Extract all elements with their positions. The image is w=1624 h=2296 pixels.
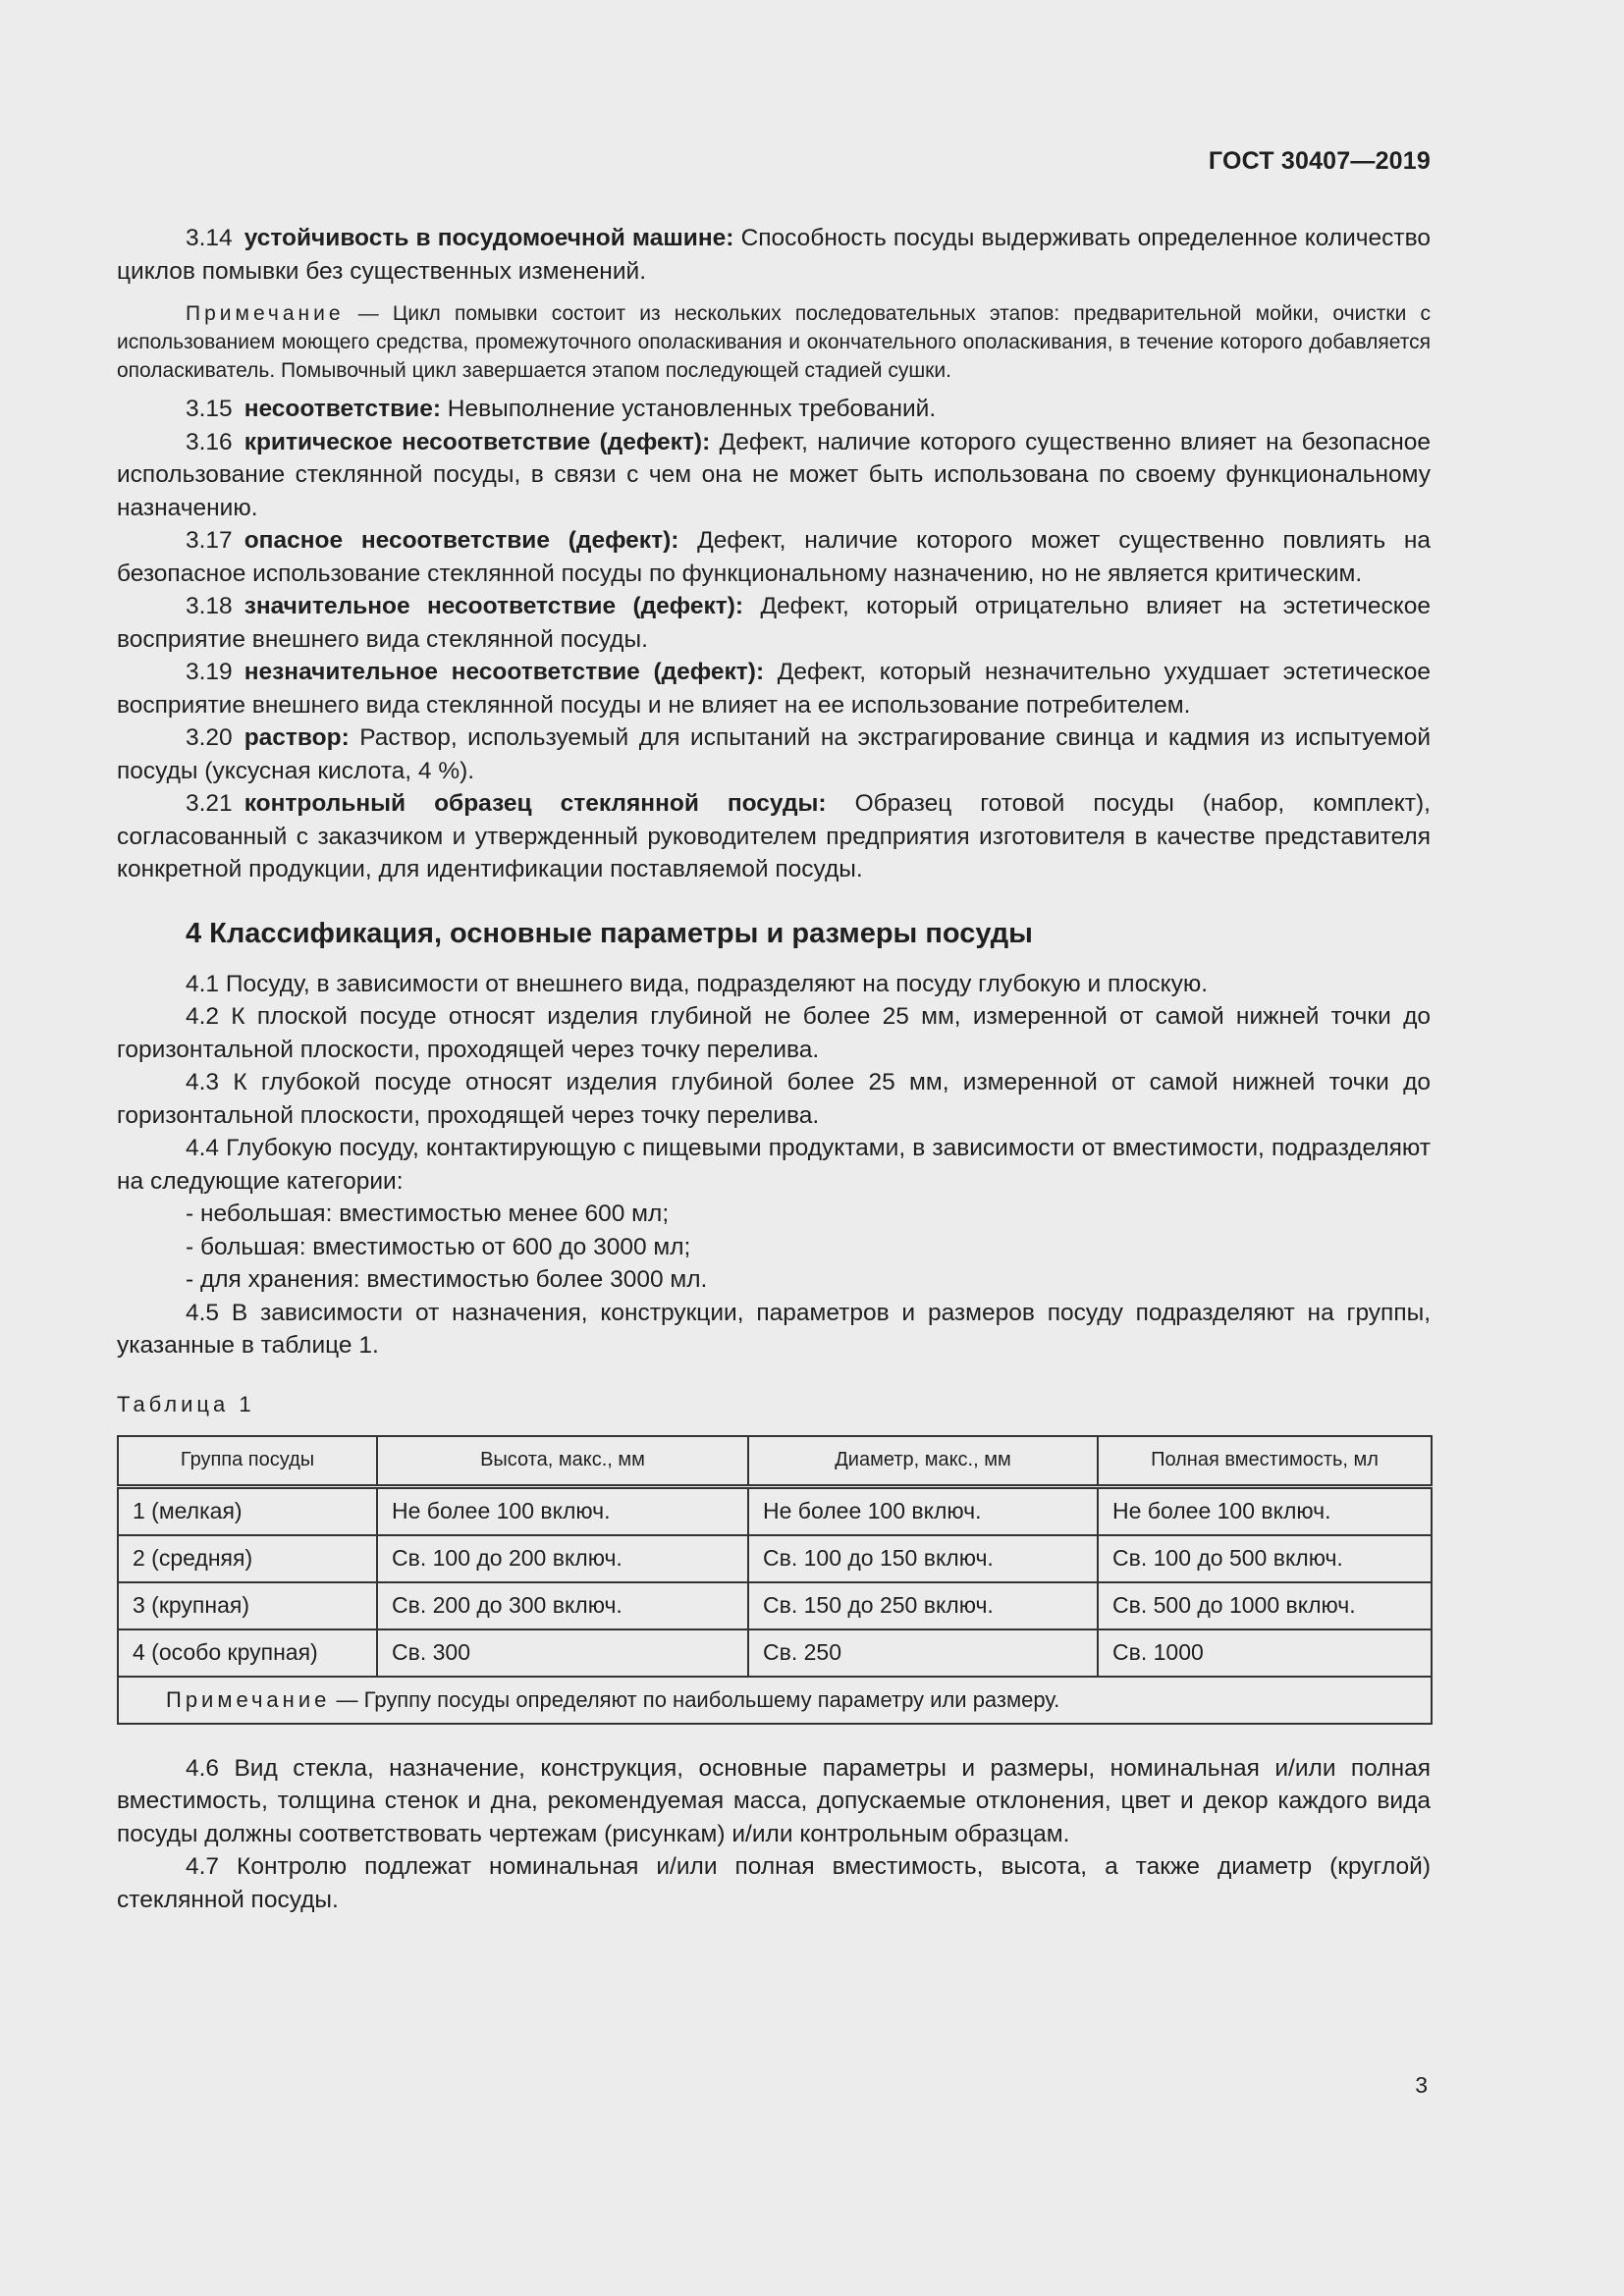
- table-1: [117, 1435, 1433, 1725]
- header-capacity: Полная вместимость, мл: [1098, 1436, 1432, 1487]
- term-3-21: 3.21 контрольный образец стеклянной посуды: Образец готовой посуды (набор, комплект), согласованный с заказчиком и утвержденный руководителем предприятия изготовителя в качестве представителя конкретной продукции, для идентификации поставляемой посуды.: [117, 790, 1431, 882]
- paragraph-4-7: 4.7 Контролю подлежат номинальная и/или полная вместимость, высота, а также диаметр (круглой) стеклянной посуды.: [117, 1853, 1431, 1913]
- paragraph-4-2: 4.2 К плоской посуде относят изделия глубиной не более 25 мм, измеренной от самой нижней точки до горизонтальной плоскости, проходящей через точку перелива.: [117, 1003, 1431, 1063]
- header-diameter: Диаметр, макс., мм: [748, 1436, 1098, 1487]
- table-caption: Таблица 1: [117, 1391, 255, 1416]
- paragraph-4-1: 4.1 Посуду, в зависимости от внешнего вида, подразделяют на посуду глубокую и плоскую.: [186, 970, 1209, 997]
- table-row: [118, 1535, 1432, 1582]
- table-cell: Не более 100 включ.: [748, 1486, 1098, 1535]
- term-3-19: 3.19 незначительное несоответствие (дефект): Дефект, который незначительно ухудшает эстетическое восприятие внешнего вида стеклянной посуды и не влияет на ее использование потребителем.: [117, 659, 1431, 719]
- paragraph-4-5: 4.5 В зависимости от назначения, конструкции, параметров и размеров посуду подразделяют на группы, указанные в таблице 1.: [117, 1299, 1431, 1359]
- table-row: [118, 1582, 1432, 1629]
- table-cell: Св. 500 до 1000 включ.: [1098, 1582, 1432, 1629]
- table-cell: Св. 250: [748, 1629, 1098, 1677]
- table-cell: Св. 300: [377, 1629, 748, 1677]
- table-note: Примечание — Группу посуды определяют по наибольшему параметру или размеру.: [118, 1677, 1432, 1724]
- header-group: Группа посуды: [118, 1436, 377, 1487]
- table-cell: 1 (мелкая): [118, 1486, 377, 1535]
- term-3-17: 3.17 опасное несоответствие (дефект): Дефект, наличие которого может существенно повлиять на безопасное использование стеклянной посуды по функциональному назначению, но не является критическим.: [117, 527, 1431, 587]
- table-cell: Св. 150 до 250 включ.: [748, 1582, 1098, 1629]
- term-3-18: 3.18 значительное несоответствие (дефект): Дефект, который отрицательно влияет на эстетическое восприятие внешнего вида стеклянной посуды.: [117, 593, 1431, 653]
- term-3-15: 3.15 несоответствие: Невыполнение установленных требований.: [186, 396, 937, 422]
- document-id-header: ГОСТ 30407—2019: [1208, 147, 1431, 175]
- table-cell: Св. 1000: [1098, 1629, 1432, 1677]
- list-item-small: - небольшая: вместимостью менее 600 мл;: [186, 1201, 670, 1227]
- header-height: Высота, макс., мм: [377, 1436, 748, 1487]
- table-note-row: [118, 1677, 1432, 1724]
- paragraph-4-4: 4.4 Глубокую посуду, контактирующую с пищевыми продуктами, в зависимости от вместимости, подразделяют на следующие категории:: [117, 1135, 1431, 1195]
- table-cell: 3 (крупная): [118, 1582, 377, 1629]
- table-cell: Св. 100 до 500 включ.: [1098, 1535, 1432, 1582]
- table-cell: 2 (средняя): [118, 1535, 377, 1582]
- list-item-storage: - для хранения: вместимостью более 3000 мл.: [186, 1266, 708, 1293]
- paragraph-4-6: 4.6 Вид стекла, назначение, конструкция, основные параметры и размеры, номинальная и/или полная вместимость, толщина стенок и дна, рекомендуемая масса, допускаемые отклонения, цвет и декор каждого вида посуды должны соответствовать чертежам (рисункам) и/или контрольным образцам.: [117, 1754, 1431, 1847]
- term-3-20: 3.20 раствор: Раствор, используемый для испытаний на экстрагирование свинца и кадмия из испытуемой посуды (уксусная кислота, 4 %).: [117, 724, 1431, 784]
- section-4-title: 4 Классификация, основные параметры и размеры посуды: [186, 917, 1033, 949]
- page-number: 3: [1415, 2072, 1428, 2098]
- table-row: [118, 1486, 1432, 1535]
- table-cell: Св. 200 до 300 включ.: [377, 1582, 748, 1629]
- table-cell: Не более 100 включ.: [377, 1486, 748, 1535]
- table-cell: Не более 100 включ.: [1098, 1486, 1432, 1535]
- table-cell: Св. 100 до 200 включ.: [377, 1535, 748, 1582]
- list-item-large: - большая: вместимостью от 600 до 3000 мл;: [186, 1233, 691, 1260]
- table-row: [118, 1629, 1432, 1677]
- table-header-row: [118, 1436, 1432, 1487]
- table-cell: 4 (особо крупная): [118, 1629, 377, 1677]
- page-content: [117, 222, 1431, 1916]
- term-3-14: 3.14 устойчивость в посудомоечной машине: Способность посуды выдерживать определенное количество циклов помывки без существенных изменений.: [117, 225, 1432, 285]
- note-3-14: Примечание — Цикл помывки состоит из нескольких последовательных этапов: предварительной мойки, очистки с использованием моющего средства, промежуточного ополаскивания и окончательного ополаскивания, в течение которого добавляется ополаскиватель. Помывочный цикл завершается этапом последующей стадией сушки.: [117, 302, 1431, 382]
- term-3-16: 3.16 критическое несоответствие (дефект): Дефект, наличие которого существенно влияет на безопасное использование стеклянной посуды, в связи с чем она не может быть использована по своему функциональному назначению.: [117, 428, 1431, 521]
- paragraph-4-3: 4.3 К глубокой посуде относят изделия глубиной более 25 мм, измеренной от самой нижней точки до горизонтальной плоскости, проходящей через точку перелива.: [117, 1069, 1431, 1129]
- table-cell: Св. 100 до 150 включ.: [748, 1535, 1098, 1582]
